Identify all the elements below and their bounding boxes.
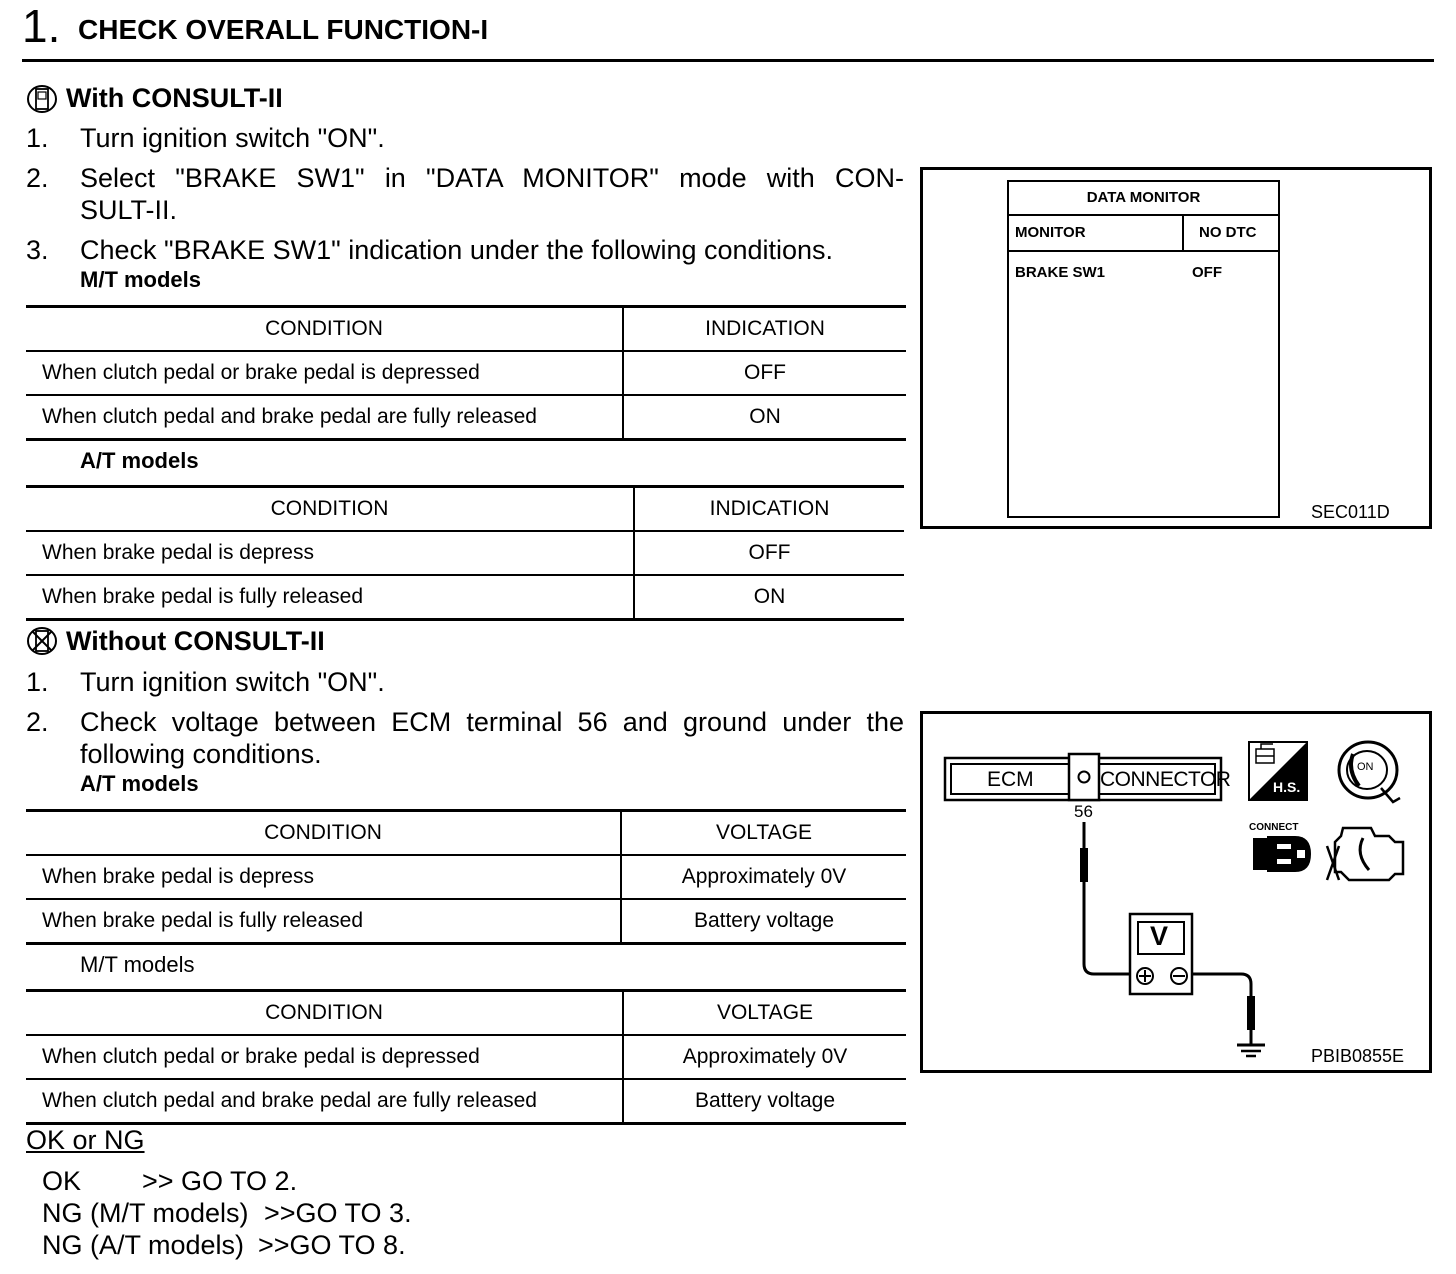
at-models-label: A/T models bbox=[80, 448, 199, 473]
voltmeter-icon: V bbox=[1150, 921, 1169, 951]
table-cell: Approximately 0V bbox=[621, 855, 906, 899]
result-label: NG (M/T models) bbox=[42, 1198, 249, 1228]
table-row bbox=[26, 899, 906, 944]
without-consult-heading: Without CONSULT-II bbox=[66, 626, 325, 656]
result-action: >>GO TO 3. bbox=[264, 1198, 412, 1228]
list-number: 2. bbox=[26, 163, 49, 193]
table-row bbox=[26, 351, 906, 395]
monitor-item: BRAKE SW1 bbox=[1015, 264, 1106, 281]
ignition-key-icon: ON bbox=[1357, 761, 1374, 773]
ecm-label: ECM bbox=[987, 768, 1034, 791]
terminal-number: 56 bbox=[1074, 802, 1093, 821]
list-item: Check voltage between ECM terminal 56 and ground under the bbox=[80, 707, 904, 737]
mt-models-label: M/T models bbox=[80, 952, 195, 977]
table-cell: When brake pedal is fully released bbox=[42, 909, 364, 932]
list-number: 1. bbox=[26, 667, 49, 697]
monitor-rule bbox=[1009, 250, 1278, 252]
table-row bbox=[26, 1079, 906, 1124]
monitor-screen bbox=[1007, 180, 1280, 518]
list-item-continued: following conditions. bbox=[80, 739, 322, 769]
header-rule bbox=[22, 59, 1434, 62]
table-cell: OFF bbox=[623, 351, 906, 395]
table-cell: ON bbox=[623, 395, 906, 440]
column-header: INDICATION bbox=[623, 307, 906, 352]
column-header: VOLTAGE bbox=[621, 811, 906, 856]
voltage-table-at bbox=[26, 809, 906, 945]
ok-ng-heading: OK or NG bbox=[26, 1125, 145, 1155]
list-item: Check "BRAKE SW1" indication under the following conditions. bbox=[80, 235, 834, 265]
monitor-divider bbox=[1182, 214, 1184, 250]
table-row bbox=[26, 855, 906, 899]
hand-tool-icon: H.S. bbox=[1273, 779, 1301, 795]
result-label: OK bbox=[42, 1166, 82, 1196]
table-cell: Battery voltage bbox=[623, 1079, 906, 1124]
data-monitor-figure bbox=[920, 167, 1432, 529]
connector-label: CONNECTOR bbox=[1100, 768, 1231, 791]
table-cell: When clutch pedal and brake pedal are fully released bbox=[42, 1089, 537, 1112]
step-number: 1. bbox=[22, 0, 61, 52]
table-row bbox=[26, 395, 906, 440]
column-header: INDICATION bbox=[634, 487, 904, 532]
voltage-table-mt bbox=[26, 989, 906, 1125]
list-item: Select "BRAKE SW1" in "DATA MONITOR" mode with CON- bbox=[80, 163, 904, 193]
table-cell: Approximately 0V bbox=[623, 1035, 906, 1079]
result-action: >>GO TO 8. bbox=[258, 1230, 406, 1260]
with-consult-heading: With CONSULT-II bbox=[66, 83, 283, 113]
table-cell: Battery voltage bbox=[621, 899, 906, 944]
monitor-status: NO DTC bbox=[1199, 224, 1257, 241]
list-number: 2. bbox=[26, 707, 49, 737]
table-cell: When brake pedal is depress bbox=[42, 541, 314, 564]
no-consult-icon bbox=[26, 626, 58, 656]
list-item: Turn ignition switch "ON". bbox=[80, 667, 385, 697]
ecm-circuit-figure bbox=[920, 711, 1432, 1073]
monitor-value: OFF bbox=[1192, 264, 1222, 281]
column-header: CONDITION bbox=[265, 317, 383, 340]
table-row bbox=[26, 575, 904, 620]
list-item: Turn ignition switch "ON". bbox=[80, 123, 385, 153]
table-row bbox=[26, 1035, 906, 1079]
result-label: NG (A/T models) bbox=[42, 1230, 245, 1260]
table-cell: ON bbox=[634, 575, 904, 620]
table-row bbox=[26, 531, 904, 575]
column-header: CONDITION bbox=[264, 821, 382, 844]
step-title: CHECK OVERALL FUNCTION-I bbox=[78, 14, 489, 45]
list-number: 3. bbox=[26, 235, 49, 265]
at-models-label: A/T models bbox=[80, 771, 199, 796]
table-cell: OFF bbox=[634, 531, 904, 575]
result-action: >> GO TO 2. bbox=[142, 1166, 298, 1196]
table-cell: When clutch pedal and brake pedal are fully released bbox=[42, 405, 537, 428]
column-header: VOLTAGE bbox=[623, 991, 906, 1036]
indication-table-mt bbox=[26, 305, 906, 441]
list-item-continued: SULT-II. bbox=[80, 195, 178, 225]
monitor-title: DATA MONITOR bbox=[1009, 182, 1278, 216]
figure-code: PBIB0855E bbox=[1311, 1046, 1405, 1066]
table-cell: When brake pedal is fully released bbox=[42, 585, 364, 608]
column-header: CONDITION bbox=[265, 1001, 383, 1024]
list-number: 1. bbox=[26, 123, 49, 153]
mt-models-label: M/T models bbox=[80, 267, 202, 292]
table-cell: When brake pedal is depress bbox=[42, 865, 314, 888]
monitor-column-header: MONITOR bbox=[1015, 224, 1086, 241]
connect-icon: CONNECT bbox=[1249, 822, 1299, 833]
consult-icon bbox=[26, 84, 58, 114]
table-cell: When clutch pedal or brake pedal is depressed bbox=[42, 361, 480, 384]
figure-code: SEC011D bbox=[1311, 502, 1390, 522]
indication-table-at bbox=[26, 485, 904, 621]
table-cell: When clutch pedal or brake pedal is depressed bbox=[42, 1045, 480, 1068]
column-header: CONDITION bbox=[270, 497, 389, 520]
